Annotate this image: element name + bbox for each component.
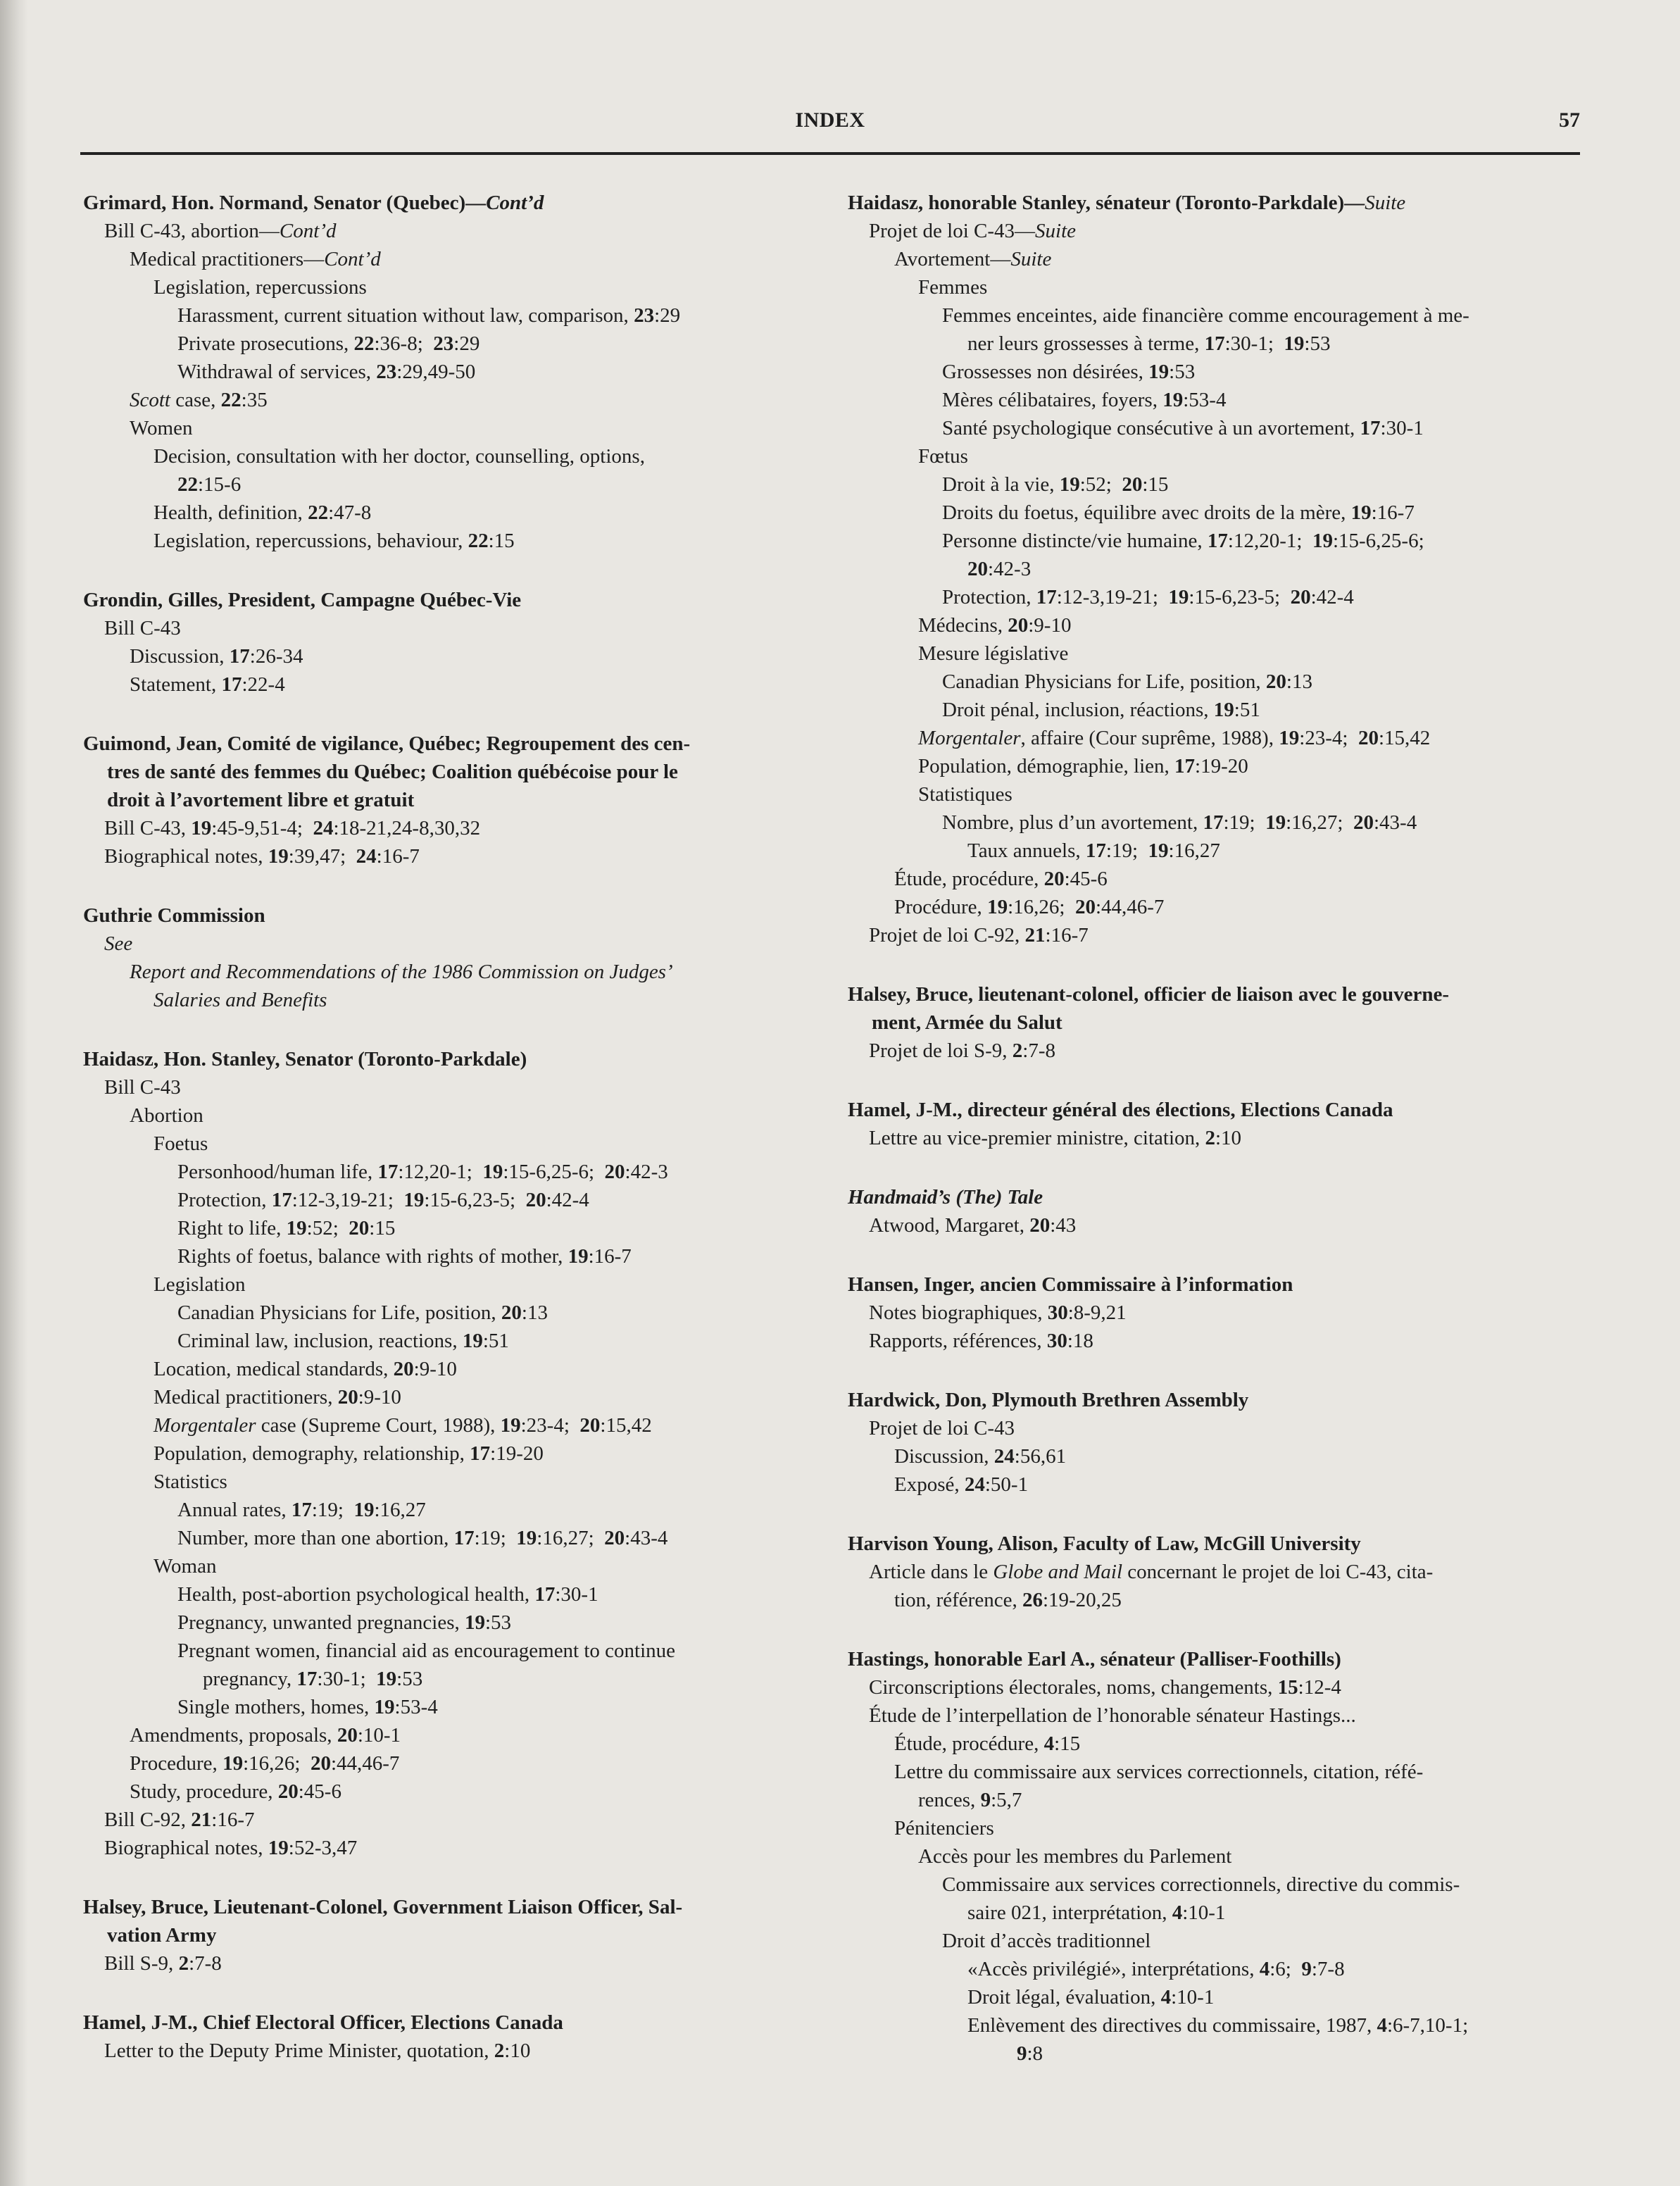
subentry: Projet de loi C-92, 21:16-7 (869, 924, 1089, 947)
subentry: Commissaire aux services correctionnels, directive du commis- (942, 1873, 1460, 1896)
index-entry-hastings (848, 1645, 1584, 2068)
subentry: Circonscriptions électorales, noms, changements, 15:12-4 (869, 1676, 1341, 1699)
entry-heading: Halsey, Bruce, Lieutenant-Colonel, Government Liaison Officer, Sal- (83, 1896, 683, 1918)
subentry: Droit pénal, inclusion, réactions, 19:51 (942, 699, 1260, 721)
entry-heading: Hardwick, Don, Plymouth Brethren Assembly (848, 1389, 1249, 1411)
index-entry-hamel-en (83, 2009, 822, 2065)
subentry: Médecins, 20:9-10 (918, 614, 1072, 637)
see-reference: See (104, 932, 133, 955)
subentry: Statistiques (918, 783, 1013, 806)
subentry-continuation: pregnancy, 17:30-1; 19:53 (203, 1668, 423, 1690)
subentry: Decision, consultation with her doctor, counselling, options, (153, 445, 645, 468)
subentry: Bill C-43, 19:45-9,51-4; 24:18-21,24-8,30,32 (104, 817, 481, 839)
left-column (83, 189, 822, 2096)
subentry: Accès pour les membres du Parlement (918, 1845, 1232, 1868)
subentry: Biographical notes, 19:39,47; 24:16-7 (104, 845, 420, 868)
subentry: Étude, procédure, 20:45-6 (894, 868, 1108, 890)
entry-heading-continuation: tres de santé des femmes du Québec; Coalition québécoise pour le (107, 761, 678, 783)
subentry: Protection, 17:12-3,19-21; 19:15-6,23-5; 20:42-4 (942, 586, 1354, 608)
subentry: Notes biographiques, 30:8-9,21 (869, 1301, 1127, 1324)
subentry: Private prosecutions, 22:36-8; 23:29 (177, 332, 480, 355)
subentry: Grossesses non désirées, 19:53 (942, 361, 1196, 383)
subentry: Projet de loi C-43—Suite (869, 220, 1077, 242)
subentry: Single mothers, homes, 19:53-4 (177, 1696, 438, 1718)
entry-heading: Haidasz, honorable Stanley, sénateur (Toronto-Parkdale)—Suite (848, 192, 1406, 214)
entry-heading-continuation: ment, Armée du Salut (872, 1011, 1062, 1034)
subentry: Statistics (153, 1470, 227, 1493)
subentry: Location, medical standards, 20:9-10 (153, 1358, 457, 1380)
subentry-continuation: saire 021, interprétation, 4:10-1 (967, 1901, 1226, 1924)
entry-heading: Guthrie Commission (83, 904, 265, 927)
subentry: Withdrawal of services, 23:29,49-50 (177, 361, 476, 383)
subentry: Population, demography, relationship, 17:19-20 (153, 1442, 544, 1465)
subentry: Lettre au vice-premier ministre, citation, 2:10 (869, 1127, 1242, 1149)
subentry: Medical practitioners, 20:9-10 (153, 1386, 401, 1409)
entry-heading: Guimond, Jean, Comité de vigilance, Québec; Regroupement des cen- (83, 732, 691, 755)
subentry: Procédure, 19:16,26; 20:44,46-7 (894, 896, 1165, 918)
subentry: Protection, 17:12-3,19-21; 19:15-6,23-5; 20:42-4 (177, 1189, 589, 1211)
subentry: Mesure législative (918, 642, 1069, 665)
subentry: Femmes (918, 276, 988, 299)
entry-heading: Haidasz, Hon. Stanley, Senator (Toronto-Parkdale) (83, 1048, 527, 1070)
subentry: «Accès privilégié», interprétations, 4:6; 9:7-8 (967, 1958, 1345, 1980)
subentry-continuation: rences, 9:5,7 (918, 1789, 1022, 1811)
subentry: Santé psychologique consécutive à un avortement, 17:30-1 (942, 417, 1424, 439)
see-target-continuation: Salaries and Benefits (153, 989, 327, 1011)
subentry: Health, definition, 22:47-8 (153, 501, 372, 524)
subentry: Pregnant women, financial aid as encouragement to continue (177, 1640, 676, 1662)
page-number: 57 (1559, 108, 1580, 132)
subentry: Procedure, 19:16,26; 20:44,46-7 (130, 1752, 400, 1775)
header-rule (80, 152, 1580, 155)
entry-heading: Grimard, Hon. Normand, Senator (Quebec)—Cont’d (83, 192, 544, 214)
subentry: Criminal law, inclusion, reactions, 19:51 (177, 1330, 509, 1352)
subentry: Statement, 17:22-4 (130, 673, 285, 696)
subentry: Abortion (130, 1104, 203, 1127)
subentry: Rights of foetus, balance with rights of mother, 19:16-7 (177, 1245, 632, 1268)
subentry: Taux annuels, 17:19; 19:16,27 (967, 839, 1220, 862)
subentry-continuation: 9:8 (1017, 2042, 1043, 2065)
entry-heading: Hastings, honorable Earl A., sénateur (Palliser-Foothills) (848, 1648, 1341, 1670)
right-column (848, 189, 1584, 2099)
index-entry-haidasz-fr (848, 189, 1584, 949)
subentry: Enlèvement des directives du commissaire, 1987, 4:6-7,10-1; (967, 2014, 1469, 2037)
subentry: Personne distincte/vie humaine, 17:12,20-1; 19:15-6,25-6; (942, 530, 1424, 552)
subentry: Population, démographie, lien, 17:19-20 (918, 755, 1248, 777)
subentry: Atwood, Margaret, 20:43 (869, 1214, 1077, 1237)
entry-heading: Halsey, Bruce, lieutenant-colonel, officier de liaison avec le gouverne- (848, 983, 1450, 1006)
index-entry-grimard (83, 189, 822, 555)
subentry-continuation: ner leurs grossesses à terme, 17:30-1; 19:53 (967, 332, 1331, 355)
subentry: Number, more than one abortion, 17:19; 19:16,27; 20:43-4 (177, 1527, 668, 1549)
subentry: Pénitenciers (894, 1817, 994, 1840)
subentry: Exposé, 24:50-1 (894, 1473, 1029, 1496)
subentry: Femmes enceintes, aide financière comme encouragement à me- (942, 304, 1469, 327)
subentry: Pregnancy, unwanted pregnancies, 19:53 (177, 1611, 512, 1634)
subentry: Nombre, plus d’un avortement, 17:19; 19:16,27; 20:43-4 (942, 811, 1417, 834)
subentry: Amendments, proposals, 20:10-1 (130, 1724, 401, 1747)
subentry: Discussion, 24:56,61 (894, 1445, 1067, 1468)
subentry: Woman (153, 1555, 217, 1578)
index-entry-halsey-fr (848, 980, 1584, 1065)
subentry: Biographical notes, 19:52-3,47 (104, 1837, 358, 1859)
subentry: Fœtus (918, 445, 968, 468)
subentry: Canadian Physicians for Life, position, 20:13 (942, 670, 1312, 693)
subentry: Lettre du commissaire aux services correctionnels, citation, réfé- (894, 1761, 1424, 1783)
subentry-continuation: 20:42-3 (967, 558, 1032, 580)
subentry: Bill C-43 (104, 1076, 181, 1099)
entry-heading: Hamel, J-M., Chief Electoral Officer, Elections Canada (83, 2011, 563, 2034)
subentry: Personhood/human life, 17:12,20-1; 19:15-6,25-6; 20:42-3 (177, 1161, 668, 1183)
index-entry-hamel-fr (848, 1096, 1584, 1152)
index-entry-handmaid (848, 1183, 1584, 1239)
index-entry-haidasz-en (83, 1045, 822, 1862)
subentry: Bill C-92, 21:16-7 (104, 1809, 255, 1831)
subentry: Avortement—Suite (894, 248, 1052, 270)
subentry: Harassment, current situation without law, comparison, 23:29 (177, 304, 681, 327)
subentry: Foetus (153, 1132, 208, 1155)
subentry: Morgentaler case (Supreme Court, 1988), 19:23-4; 20:15,42 (153, 1414, 652, 1437)
index-entry-harvison (848, 1530, 1584, 1614)
entry-heading: Hansen, Inger, ancien Commissaire à l’information (848, 1273, 1293, 1296)
subentry: Legislation, repercussions, behaviour, 22:15 (153, 530, 515, 552)
page-header (80, 106, 1580, 155)
entry-heading: Grondin, Gilles, President, Campagne Québec-Vie (83, 589, 522, 611)
subentry: Bill C-43 (104, 617, 181, 639)
subentry: Droit à la vie, 19:52; 20:15 (942, 473, 1169, 496)
scan-edge-shadow (0, 0, 28, 2186)
subentry-continuation: 22:15-6 (177, 473, 242, 496)
subentry: Morgentaler, affaire (Cour suprême, 1988), 19:23-4; 20:15,42 (918, 727, 1431, 749)
entry-heading: Hamel, J-M., directeur général des élections, Elections Canada (848, 1099, 1393, 1121)
subentry: Projet de loi S-9, 2:7-8 (869, 1039, 1056, 1062)
index-entry-halsey-en (83, 1893, 822, 1978)
subentry: Women (130, 417, 193, 439)
entry-heading: Handmaid’s (The) Tale (848, 1186, 1043, 1208)
subentry: Article dans le Globe and Mail concernant le projet de loi C-43, cita- (869, 1561, 1434, 1583)
subentry: Annual rates, 17:19; 19:16,27 (177, 1499, 426, 1521)
index-entry-hardwick (848, 1386, 1584, 1499)
index-entry-guimond (83, 730, 822, 870)
subentry: Legislation, repercussions (153, 276, 367, 299)
subentry: Droit d’accès traditionnel (942, 1930, 1151, 1952)
subentry: Mères célibataires, foyers, 19:53-4 (942, 389, 1227, 411)
index-entry-hansen (848, 1270, 1584, 1355)
subentry: Droit légal, évaluation, 4:10-1 (967, 1986, 1215, 2009)
subentry: Scott case, 22:35 (130, 389, 268, 411)
subentry: Right to life, 19:52; 20:15 (177, 1217, 396, 1239)
running-title: INDEX (795, 108, 865, 132)
subentry: Canadian Physicians for Life, position, 20:13 (177, 1301, 548, 1324)
subentry: Projet de loi C-43 (869, 1417, 1015, 1439)
index-entry-grondin (83, 586, 822, 699)
subentry: Study, procedure, 20:45-6 (130, 1780, 341, 1803)
subentry: Bill C-43, abortion—Cont’d (104, 220, 337, 242)
subentry: Legislation (153, 1273, 246, 1296)
entry-heading-continuation: vation Army (107, 1924, 217, 1947)
subentry: Étude, procédure, 4:15 (894, 1732, 1081, 1755)
subentry: Droits du foetus, équilibre avec droits de la mère, 19:16-7 (942, 501, 1415, 524)
index-entry-guthrie (83, 901, 822, 1014)
see-target: Report and Recommendations of the 1986 Commission on Judges’ (130, 961, 673, 983)
subentry: Étude de l’interpellation de l’honorable sénateur Hastings... (869, 1704, 1356, 1727)
subentry: Discussion, 17:26-34 (130, 645, 303, 668)
subentry: Bill S-9, 2:7-8 (104, 1952, 222, 1975)
subentry: Letter to the Deputy Prime Minister, quotation, 2:10 (104, 2040, 531, 2062)
subentry-continuation: tion, référence, 26:19-20,25 (894, 1589, 1122, 1611)
subentry: Rapports, références, 30:18 (869, 1330, 1093, 1352)
entry-heading: Harvison Young, Alison, Faculty of Law, McGill University (848, 1532, 1361, 1555)
subentry: Health, post-abortion psychological health, 17:30-1 (177, 1583, 598, 1606)
subentry: Medical practitioners—Cont’d (130, 248, 381, 270)
entry-heading-continuation: droit à l’avortement libre et gratuit (107, 789, 415, 811)
